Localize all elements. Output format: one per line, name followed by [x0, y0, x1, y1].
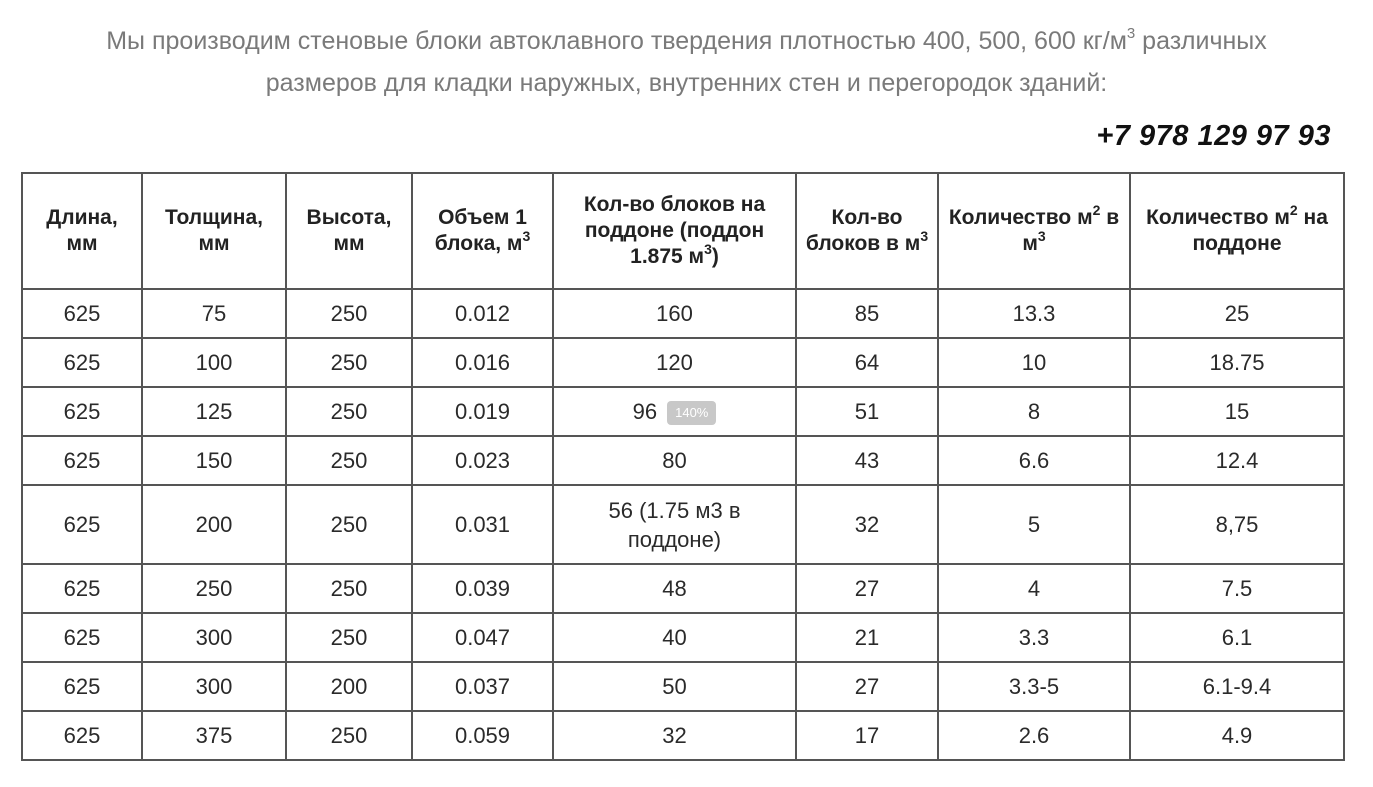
table-cell: 15	[1130, 387, 1344, 436]
table-row	[22, 564, 1344, 613]
table-cell: 300	[142, 613, 286, 662]
table-cell: 27	[796, 662, 938, 711]
header-m2-per-pallet-text: Количество м	[1146, 206, 1290, 229]
table-cell: 25	[1130, 289, 1344, 338]
header-thickness	[142, 173, 286, 289]
table-row	[22, 662, 1344, 711]
table-cell: 375	[142, 711, 286, 760]
table-cell: 32	[796, 485, 938, 564]
table-cell: 625	[22, 436, 142, 485]
table-cell: 250	[286, 613, 412, 662]
header-m2-per-m3-text: Количество м	[948, 206, 1093, 229]
table-cell: 48	[553, 564, 796, 613]
table-cell: 200	[142, 485, 286, 564]
header-length	[22, 173, 142, 289]
table-cell: 50	[553, 662, 796, 711]
table-cell: 12.4	[1130, 436, 1344, 485]
table-cell: 27	[796, 564, 938, 613]
intro-line-1-sup: 3	[1126, 24, 1136, 42]
table-header-row	[22, 173, 1344, 289]
table-cell: 625	[22, 338, 142, 387]
table-row	[22, 387, 1344, 436]
header-blocks-per-pallet-end: )	[711, 245, 719, 268]
table-cell: 80	[553, 436, 796, 485]
header-m2-per-pallet	[1130, 173, 1344, 289]
table-cell: 43	[796, 436, 938, 485]
intro-text	[20, 20, 1353, 104]
table-cell: 160	[553, 289, 796, 338]
intro-line-1	[20, 20, 1353, 62]
table-cell: 100	[142, 338, 286, 387]
header-blocks-per-m3-text: Кол-во блоков в м	[805, 206, 921, 255]
table-cell: 64	[796, 338, 938, 387]
table-cell: 40	[553, 613, 796, 662]
table-cell-value: 96	[632, 399, 658, 424]
table-cell: 250	[286, 387, 412, 436]
table-cell: 250	[286, 289, 412, 338]
table-cell: 0.023	[412, 436, 553, 485]
header-m2-per-m3-sup: 2	[1092, 202, 1101, 218]
table-cell: 4.9	[1130, 711, 1344, 760]
table-cell: 18.75	[1130, 338, 1344, 387]
table-cell: 625	[22, 711, 142, 760]
table-row	[22, 711, 1344, 760]
table-row	[22, 485, 1344, 564]
table-cell: 6.6	[938, 436, 1130, 485]
header-height-text: Высота, мм	[306, 206, 392, 255]
table-cell: 75	[142, 289, 286, 338]
table-cell: 21	[796, 613, 938, 662]
table-cell: 0.059	[412, 711, 553, 760]
table-cell: 250	[286, 338, 412, 387]
table-cell: 250	[286, 564, 412, 613]
table-cell: 0.016	[412, 338, 553, 387]
header-length-text: Длина, мм	[46, 206, 118, 255]
table-cell: 625	[22, 387, 142, 436]
table-cell: 0.047	[412, 613, 553, 662]
table-cell: 625	[22, 613, 142, 662]
table-cell: 0.012	[412, 289, 553, 338]
table-cell: 0.037	[412, 662, 553, 711]
header-m2-per-m3-mid: в м	[1022, 206, 1120, 255]
header-thickness-text: Толщина, мм	[165, 206, 263, 255]
table-cell: 120	[553, 338, 796, 387]
table-cell: 17	[796, 711, 938, 760]
table-cell: 150	[142, 436, 286, 485]
table-cell: 4	[938, 564, 1130, 613]
table-cell: 6.1-9.4	[1130, 662, 1344, 711]
table-cell: 8,75	[1130, 485, 1344, 564]
table-cell: 7.5	[1130, 564, 1344, 613]
table-cell: 0.019	[412, 387, 553, 436]
table-row	[22, 613, 1344, 662]
header-volume-text: Объем 1 блока, м	[434, 206, 527, 255]
header-blocks-per-m3-sup: 3	[920, 228, 929, 244]
table-cell: 0.039	[412, 564, 553, 613]
header-volume-sup: 3	[522, 228, 531, 244]
intro-line-2: размеров для кладки наружных, внутренних стен и перегородок зданий:	[265, 69, 1108, 97]
table-cell: 125	[142, 387, 286, 436]
header-m2-per-pallet-end: на поддоне	[1192, 206, 1328, 255]
header-m2-per-m3-sup2: 3	[1037, 228, 1046, 244]
intro-line-1-end: различных	[1135, 27, 1267, 55]
table-cell: 3.3-5	[938, 662, 1130, 711]
header-height	[286, 173, 412, 289]
table-cell: 200	[286, 662, 412, 711]
header-m2-per-pallet-sup: 2	[1289, 202, 1298, 218]
header-blocks-per-pallet	[553, 173, 796, 289]
table-cell: 250	[286, 711, 412, 760]
table-cell: 51	[796, 387, 938, 436]
table-cell: 3.3	[938, 613, 1130, 662]
table-cell: 5	[938, 485, 1130, 564]
table-cell: 56 (1.75 м3 в поддоне)	[553, 485, 796, 564]
table-cell	[553, 387, 796, 436]
table-cell: 625	[22, 289, 142, 338]
block-sizes-table	[21, 172, 1345, 761]
table-cell: 250	[286, 485, 412, 564]
header-blocks-per-m3	[796, 173, 938, 289]
table-cell: 625	[22, 485, 142, 564]
table-cell: 300	[142, 662, 286, 711]
table-cell: 250	[142, 564, 286, 613]
table-cell: 625	[22, 662, 142, 711]
table-cell: 0.031	[412, 485, 553, 564]
table-cell: 250	[286, 436, 412, 485]
intro-line-1-text: Мы производим стеновые блоки автоклавного твердения плотностью 400, 500, 600 кг/м	[106, 27, 1127, 55]
table-cell: 32	[553, 711, 796, 760]
table-cell: 85	[796, 289, 938, 338]
header-m2-per-m3	[938, 173, 1130, 289]
table-row	[22, 289, 1344, 338]
table-row	[22, 436, 1344, 485]
table-cell: 2.6	[938, 711, 1130, 760]
zoom-badge: 140%	[667, 401, 716, 425]
header-blocks-per-pallet-text: Кол-во блоков на поддоне (поддон 1.875 м	[583, 193, 766, 268]
table-cell: 10	[938, 338, 1130, 387]
table-cell: 625	[22, 564, 142, 613]
header-volume	[412, 173, 553, 289]
table-cell: 13.3	[938, 289, 1130, 338]
table-cell: 6.1	[1130, 613, 1344, 662]
table-cell: 8	[938, 387, 1130, 436]
table-row	[22, 338, 1344, 387]
header-blocks-per-pallet-sup: 3	[704, 241, 712, 257]
phone-number[interactable]: +7 978 129 97 93	[1096, 120, 1331, 152]
